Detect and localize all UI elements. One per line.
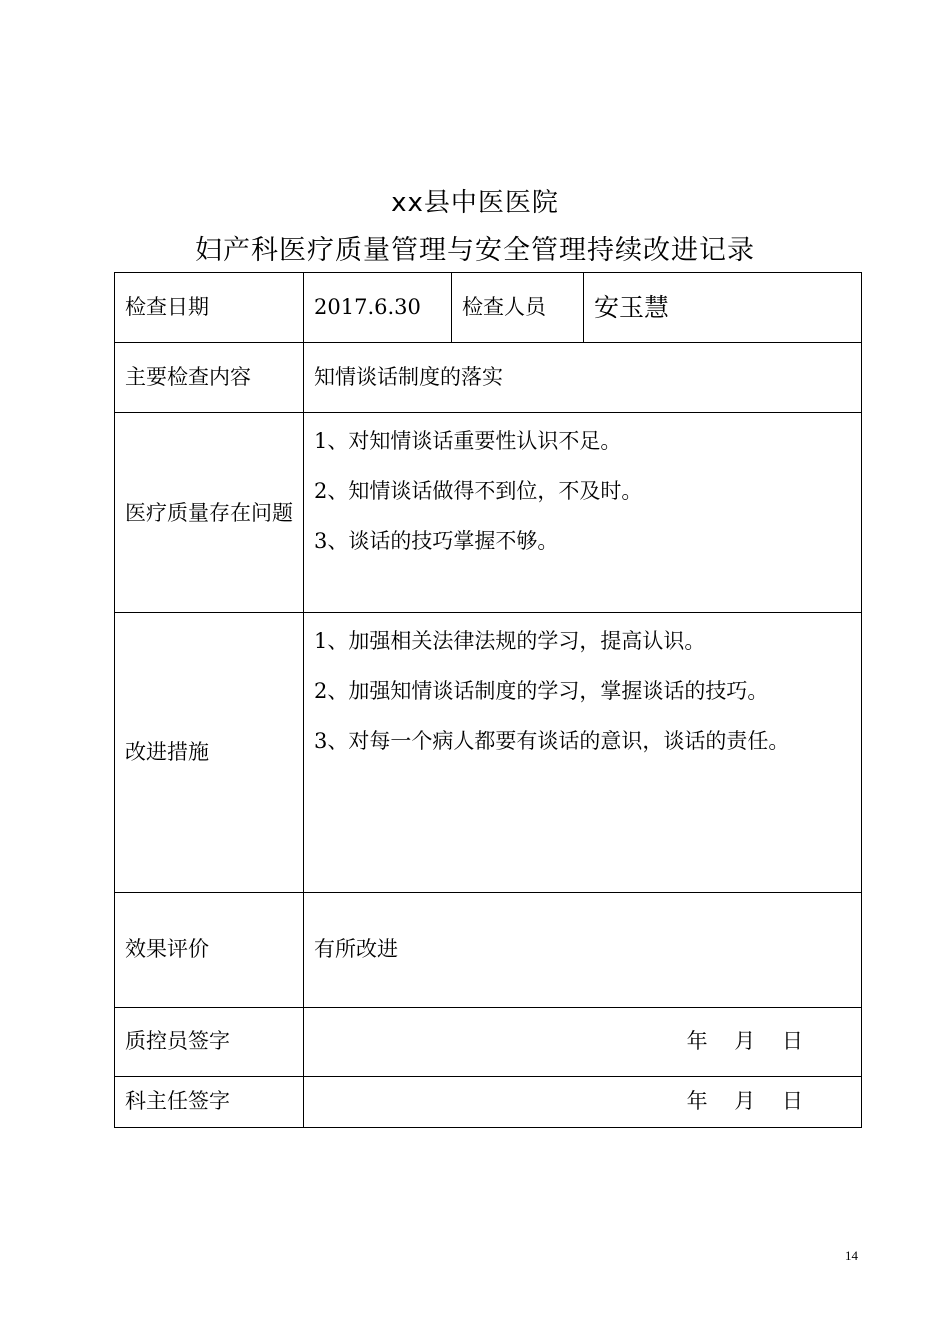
inspector-value: 安玉慧 — [584, 273, 862, 343]
row-effect — [115, 893, 862, 1008]
measures-label: 改进措施 — [115, 613, 304, 893]
problems-label: 医疗质量存在问题 — [115, 413, 304, 613]
problem-item: 1、对知情谈话重要性认识不足。 — [314, 429, 622, 453]
main-content-value: 知情谈话制度的落实 — [304, 343, 862, 413]
check-date-value: 2017.6.30 — [304, 273, 452, 343]
row-check-date — [115, 273, 862, 343]
row-main-content — [115, 343, 862, 413]
director-sign-label: 科主任签字 — [115, 1077, 304, 1128]
measure-item: 2、加强知情谈话制度的学习，掌握谈话的技巧。 — [314, 679, 769, 703]
qc-sign-label: 质控员签字 — [115, 1008, 304, 1077]
inspector-label: 检查人员 — [452, 273, 584, 343]
measures-list — [304, 613, 862, 893]
row-problems — [115, 413, 862, 613]
effect-value: 有所改进 — [304, 893, 862, 1008]
problem-item: 3、谈话的技巧掌握不够。 — [314, 529, 559, 553]
hospital-name: xx县中医医院 — [391, 188, 559, 218]
qc-sign-date: 年 月 日 — [304, 1008, 862, 1077]
record-title: 妇产科医疗质量管理与安全管理持续改进记录 — [195, 235, 755, 266]
problem-item: 2、知情谈话做得不到位，不及时。 — [314, 479, 643, 503]
measure-item: 1、加强相关法律法规的学习，提高认识。 — [314, 629, 706, 653]
row-director-sign — [115, 1077, 862, 1128]
problems-list — [304, 413, 862, 613]
check-date-label: 检查日期 — [115, 273, 304, 343]
row-measures — [115, 613, 862, 893]
page-number: 14 — [845, 1248, 858, 1263]
measure-item: 3、对每一个病人都要有谈话的意识，谈话的责任。 — [314, 729, 790, 753]
row-qc-sign — [115, 1008, 862, 1077]
effect-label: 效果评价 — [115, 893, 304, 1008]
main-content-label: 主要检查内容 — [115, 343, 304, 413]
director-sign-date: 年 月 日 — [304, 1077, 862, 1128]
record-table — [114, 272, 862, 1128]
